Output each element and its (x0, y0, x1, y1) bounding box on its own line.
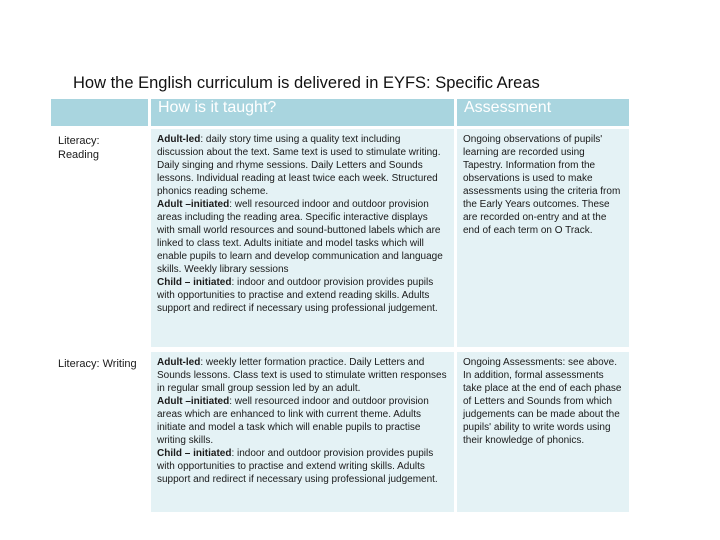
taught-cell (148, 347, 454, 512)
adult-led-label: Adult-led (157, 357, 201, 368)
adult-led-text: : daily story time using a quality text including discussion about the text. Same text is used to stimulate writing. Daily singing and rhyme sessions. Daily Letters and Sounds lessons. Individual reading at least twice each week. Structured phonics reading scheme. (157, 134, 441, 197)
adult-initiated-label: Adult –initiated (157, 199, 230, 210)
adult-initiated-text: : well resourced indoor and outdoor provision areas which are enhanced to link with current theme. Adults initiate and model a task which will enable pupils to practise writing skills. (157, 396, 429, 446)
header-how-taught: How is it taught? (148, 99, 454, 126)
table-row-reading (51, 126, 629, 347)
curriculum-table (51, 99, 629, 512)
adult-led-text: : weekly letter formation practice. Daily Letters and Sounds lessons. Class text is used to stimulate written responses in regular small group session led by an adult. (157, 357, 447, 394)
child-initiated-label: Child – initiated (157, 277, 232, 288)
adult-initiated-text: : well resourced indoor and outdoor provision areas including the reading area. Specific interactive displays with small world resources and sound-buttoned labels which are linked to class text. Adults initiate and model tasks which will enable pupils to learn and develop communication and language skills. Weekly library sessions (157, 199, 443, 275)
table-header-row (51, 99, 629, 126)
area-cell: Literacy: Writing (51, 347, 148, 512)
taught-cell (148, 126, 454, 347)
assessment-cell: Ongoing observations of pupils' learning are recorded using Tapestry. Information from the observations is used to make assessments using the criteria from the Early Years outcomes. These are recorded on-entry and at the end of each term on O Track. (454, 126, 629, 347)
child-initiated-label: Child – initiated (157, 448, 232, 459)
area-cell: Literacy: Reading (51, 126, 148, 347)
child-initiated-text: : indoor and outdoor provision provides pupils with opportunities to practise and extend reading skills. Adults support and redirect if necessary using professional judgement. (157, 277, 438, 314)
assessment-cell: Ongoing Assessments: see above. In addition, formal assessments take place at the end of each phase of Letters and Sounds from which judgements can be made about the pupils' ability to write words using their knowledge of phonics. (454, 347, 629, 512)
page-title: How the English curriculum is delivered in EYFS: Specific Areas (73, 74, 540, 92)
child-initiated-text: : indoor and outdoor provision provides pupils with opportunities to practise and extend writing skills. Adults support and redirect if necessary using professional judgement. (157, 448, 438, 485)
header-area (51, 99, 148, 126)
adult-led-label: Adult-led (157, 134, 201, 145)
header-assessment: Assessment (454, 99, 629, 126)
table-row-writing (51, 347, 629, 512)
adult-initiated-label: Adult –initiated (157, 396, 230, 407)
